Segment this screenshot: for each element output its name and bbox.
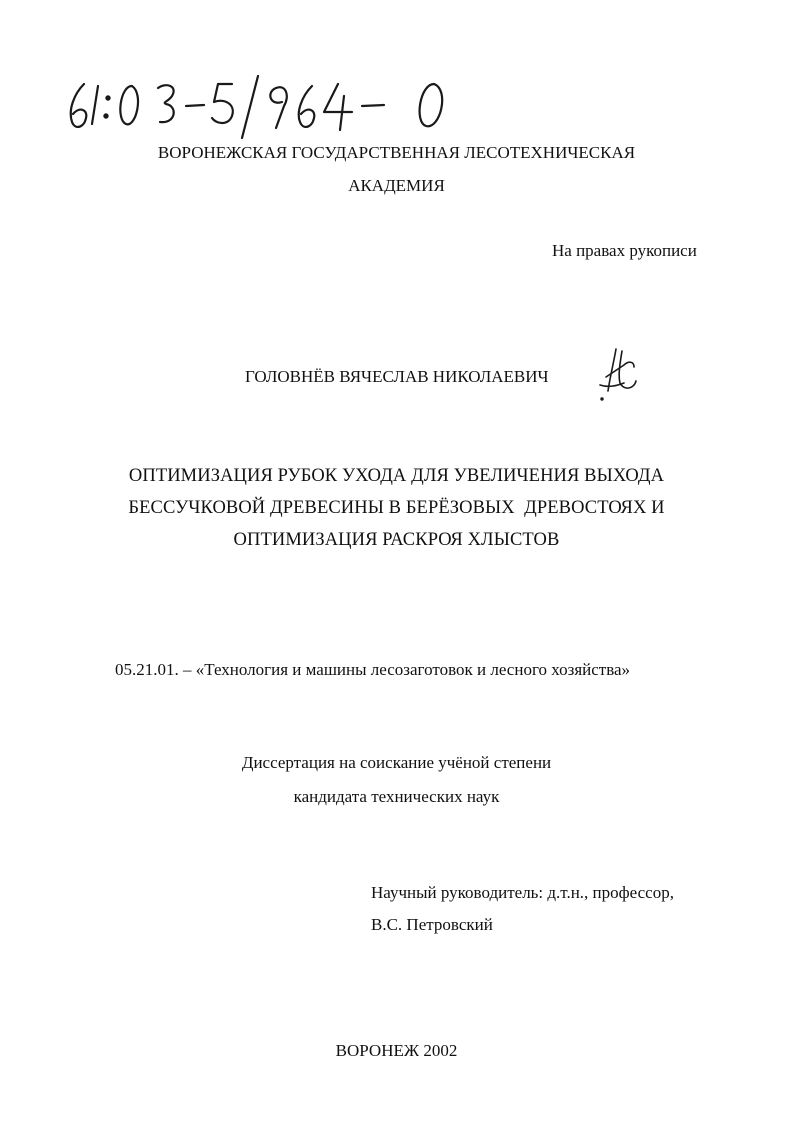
city-year: ВОРОНЕЖ 2002	[335, 1041, 458, 1060]
institution-line-2: АКАДЕМИЯ	[348, 176, 445, 195]
supervisor-line-1: Научный руководитель: д.т.н., профессор,	[371, 883, 674, 902]
dissertation-title-line-1: ОПТИМИЗАЦИЯ РУБОК УХОДА ДЛЯ УВЕЛИЧЕНИЯ ВЫХОДА	[128, 466, 665, 486]
archive-number-handwritten	[62, 72, 482, 142]
degree-line-2: кандидата технических наук	[293, 787, 500, 806]
author-name: ГОЛОВНЁВ ВЯЧЕСЛАВ НИКОЛАЕВИЧ	[245, 367, 549, 386]
dissertation-title-line-2: БЕССУЧКОВОЙ ДРЕВЕСИНЫ В БЕРЁЗОВЫХ ДРЕВОСТОЯХ И	[128, 498, 665, 518]
specialty-code: 05.21.01. – «Технология и машины лесозаготовок и лесного хозяйства»	[115, 660, 631, 679]
manuscript-note: На правах рукописи	[552, 241, 697, 260]
degree-line-1: Диссертация на соискание учёной степени	[241, 753, 552, 772]
signature-icon	[594, 347, 644, 403]
dissertation-title-line-3: ОПТИМИЗАЦИЯ РАСКРОЯ ХЛЫСТОВ	[233, 530, 560, 550]
supervisor-name: В.С. Петровский	[371, 915, 493, 934]
institution-line-1: ВОРОНЕЖСКАЯ ГОСУДАРСТВЕННАЯ ЛЕСОТЕХНИЧЕСКАЯ	[157, 143, 636, 162]
